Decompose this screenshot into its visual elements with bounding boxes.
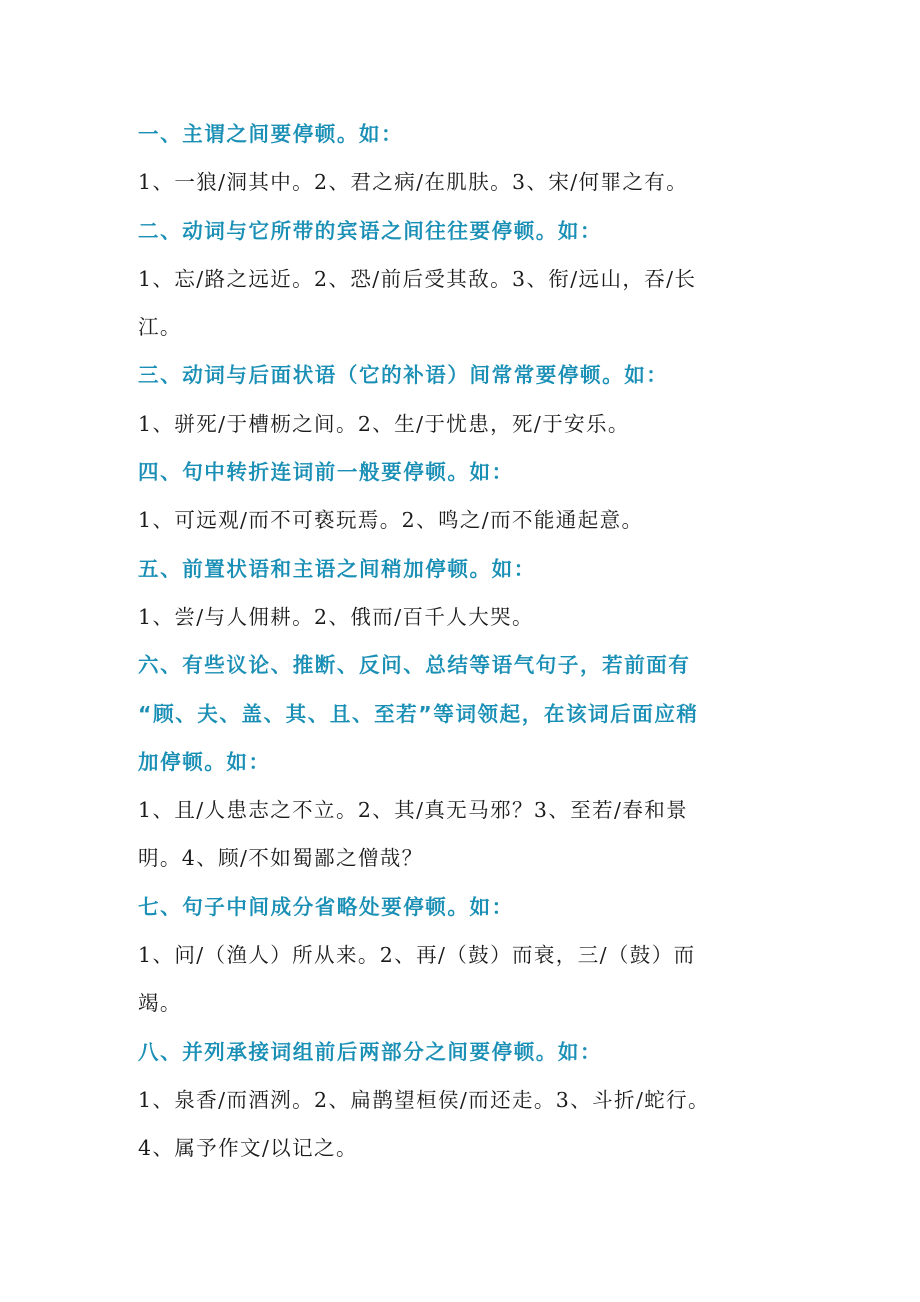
- example-line: 1、泉香/而酒洌。2、扁鹊望桓侯/而还走。3、斗折/蛇行。: [138, 1087, 710, 1112]
- example-line: 1、忘/路之远近。2、恐/前后受其敌。3、衔/远山，吞/长: [138, 266, 697, 291]
- example-line: 1、骈死/于槽枥之间。2、生/于忧患，死/于安乐。: [138, 411, 630, 436]
- document-page: [138, 110, 778, 1173]
- example-line: 明。4、顾/不如蜀鄙之僧哉？: [138, 846, 424, 871]
- section-heading-2: 二、动词与它所带的宾语之间往往要停顿。如：: [138, 218, 603, 243]
- example-line: 1、可远观/而不可亵玩焉。2、鸣之/而不能通起意。: [138, 508, 644, 533]
- section-heading-7: 七、句子中间成分省略处要停顿。如：: [138, 894, 514, 919]
- section-heading-6: 六、有些议论、推断、反问、总结等语气句子，若前面有: [138, 653, 691, 678]
- example-line: 1、且/人患志之不立。2、其/真无马邪？3、至若/春和景: [138, 798, 689, 823]
- section-heading-1: 一、主谓之间要停顿。如：: [138, 122, 404, 146]
- section-heading-4: 四、句中转折连词前一般要停顿。如：: [138, 460, 514, 485]
- example-line: 1、尝/与人佣耕。2、俄而/百千人大哭。: [138, 604, 534, 629]
- example-line: 1、问/（渔人）所从来。2、再/（鼓）而衰，三/（鼓）而: [138, 943, 696, 968]
- example-line: 江。: [138, 315, 182, 340]
- section-heading-8: 八、并列承接词组前后两部分之间要停顿。如：: [138, 1039, 603, 1064]
- section-heading-6-cont: 加停顿。如：: [138, 749, 271, 774]
- section-heading-5: 五、前置状语和主语之间稍加停顿。如：: [138, 556, 536, 581]
- section-heading-3: 三、动词与后面状语（它的补语）间常常要停顿。如：: [138, 363, 669, 388]
- example-line: 1、一狼/洞其中。2、君之病/在肌肤。3、宋/何罪之有。: [138, 170, 689, 195]
- example-line: 竭。: [138, 991, 182, 1016]
- example-line: 4、属予作文/以记之。: [138, 1136, 358, 1161]
- section-heading-6-cont: “顾、夫、盖、其、且、至若”等词领起，在该词后面应稍: [138, 701, 699, 726]
